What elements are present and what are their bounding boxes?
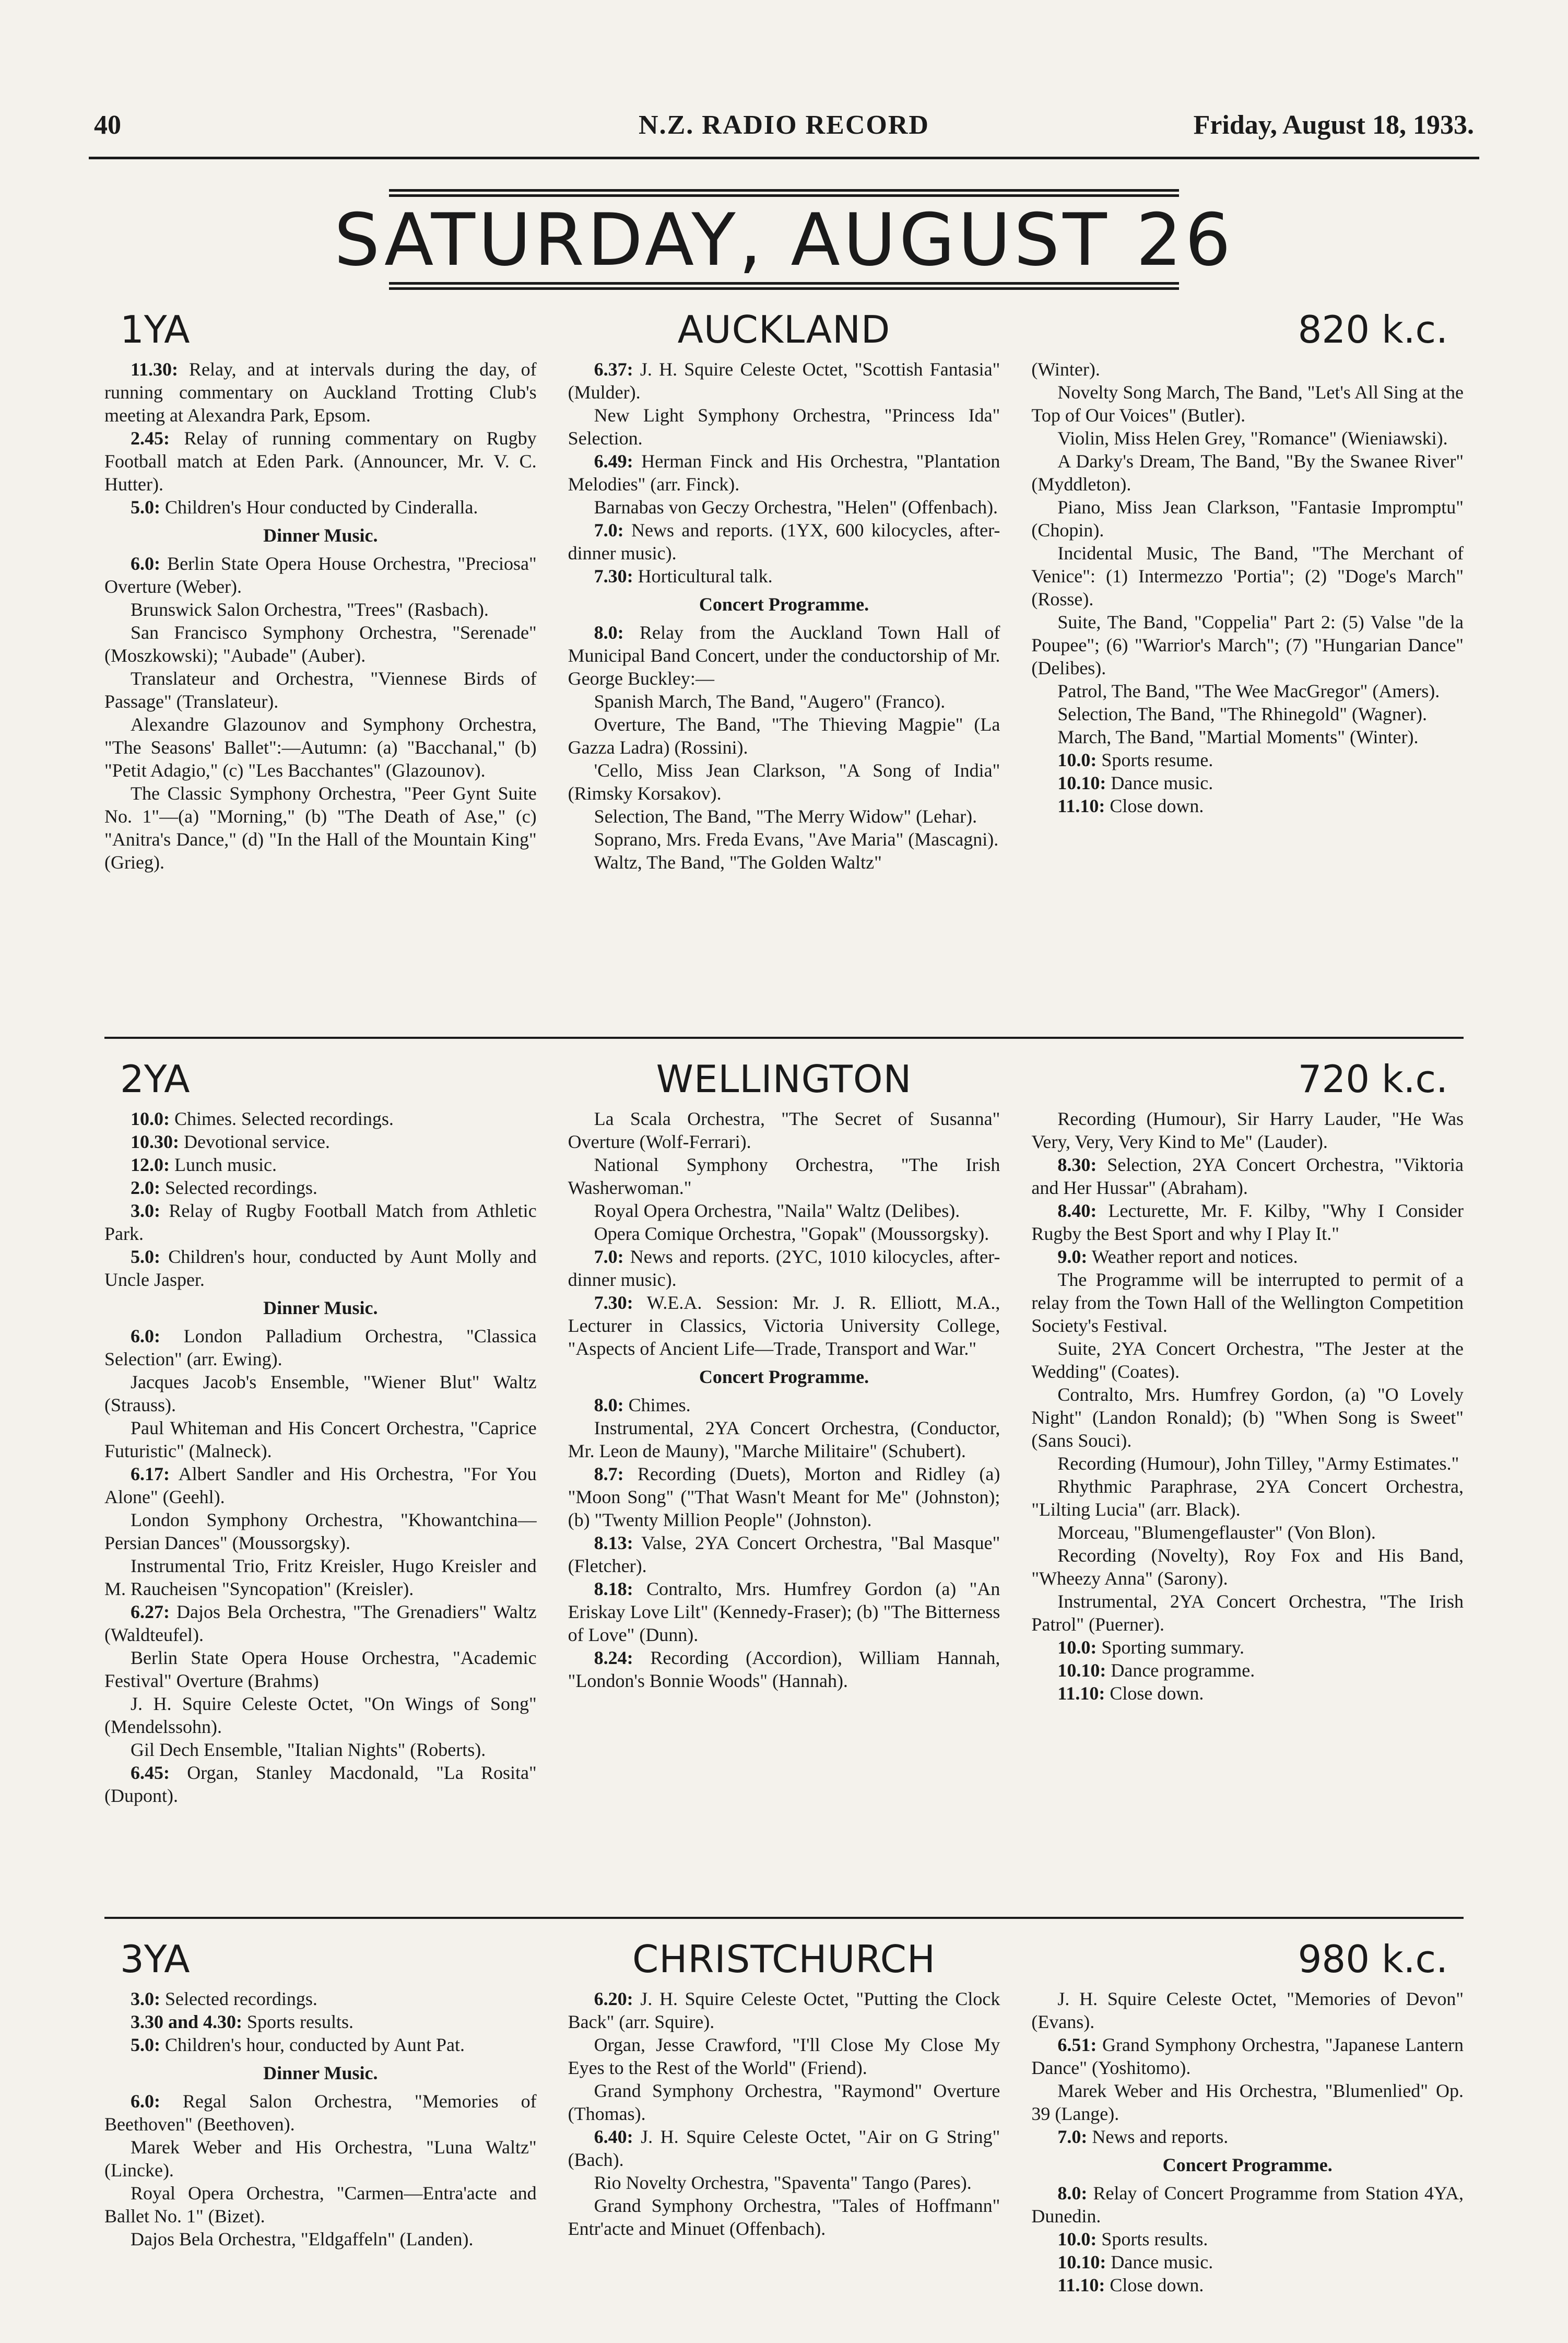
entry-text: Selection, 2YA Concert Orchestra, "Viktoria and Her Hussar" (Abraham). [1031,1154,1464,1198]
station-city: WELLINGTON [656,1057,912,1101]
programme-entry [568,1462,1000,1531]
programme-entry [1031,427,1464,450]
programme-entry [1031,2182,1464,2228]
entry-time: 8.7: [594,1463,624,1484]
entry-text: Suite, The Band, "Coppelia" Part 2: (5) Valse "de la Poupee"; (6) "Warrior's March"; (7) "Hungarian Dance" (Delibes). [1031,612,1464,678]
entry-time: 6.49: [594,451,633,472]
entry-time: 7.0: [594,520,624,541]
entry-text: (Winter). [1031,359,1100,380]
entry-text: Opera Comique Orchestra, "Gopak" (Moussorgsky). [594,1223,989,1244]
programme-entry [104,552,537,598]
programme-entry [104,1646,537,1692]
entry-text: News and reports. [1087,2126,1229,2147]
programme-column [1031,1107,1464,1807]
entry-time: 6.0: [131,553,160,574]
programme-entry [568,1393,1000,1416]
entry-time: 10.30: [131,1131,179,1152]
programme-entry [104,1107,537,1130]
entry-text: Berlin State Opera House Orchestra, "Academic Festival" Overture (Brahms) [104,1647,537,1691]
programme-entry [1031,1659,1464,1682]
entry-text: Dance programme. [1106,1660,1255,1681]
entry-time: 11.10: [1057,1683,1105,1704]
programme-entry [568,2033,1000,2079]
entry-text: Piano, Miss Jean Clarkson, "Fantasie Impromptu" (Chopin). [1031,497,1464,541]
entry-text: Children's hour, conducted by Aunt Pat. [160,2034,465,2055]
entry-text: Chimes. [623,1395,691,1415]
entry-text: Close down. [1105,2275,1204,2295]
programme-entry [568,851,1000,874]
entry-time: 8.0: [594,1395,624,1415]
programme-entry [1031,381,1464,427]
running-head [78,104,1490,146]
entry-time: 5.0: [131,1246,160,1267]
station-heading [104,1050,1464,1107]
entry-text: Instrumental Trio, Fritz Kreisler, Hugo Kreisler and M. Raucheisen "Syncopation" (Kreisler). [104,1555,537,1599]
entry-text: London Palladium Orchestra, "Classica Selection" (arr. Ewing). [104,1326,537,1369]
programme-entry [1031,611,1464,680]
programme-entry [568,713,1000,759]
programme-entry [104,2090,537,2136]
entry-time: 6.27: [131,1601,170,1622]
header-rule [89,157,1479,159]
programme-entry [1031,542,1464,611]
entry-text: Recording (Humour), Sir Harry Lauder, "He Was Very, Very, Very Kind to Me" (Lauder). [1031,1108,1464,1152]
entry-text: Instrumental, 2YA Concert Orchestra, (Conductor, Mr. Leon de Mauny), "Marche Militaire" (Schubert). [568,1417,1000,1461]
programme-entry [1031,1682,1464,1705]
programme-entry [104,1176,537,1199]
entry-time: 3.0: [131,1988,160,2009]
entry-text: Chimes. Selected recordings. [170,1108,394,1129]
entry-text: Berlin State Opera House Orchestra, "Preciosa" Overture (Weber). [104,553,537,597]
programme-entry [104,667,537,713]
title-rule-bottom-2 [389,287,1179,290]
entry-text: Grand Symphony Orchestra, "Japanese Lantern Dance" (Yoshitomo). [1031,2034,1464,2078]
programme-entry [568,2125,1000,2171]
programme-entry [1031,1153,1464,1199]
programme-entry [1031,1268,1464,1337]
programme-entry [104,1325,537,1370]
entry-time: 10.0: [1057,749,1097,770]
programme-column [1031,358,1464,874]
station-call-sign: 1YA [120,308,190,352]
programme-subheading: Concert Programme. [1162,2154,1333,2175]
entry-text: Selected recordings. [160,1177,317,1198]
programme-entry [1031,2033,1464,2079]
entry-text: Dajos Bela Orchestra, "The Grenadiers" Waltz (Waldteufel). [104,1601,537,1645]
station-frequency: 820 k.c. [1298,308,1448,352]
programme-columns [104,358,1464,874]
programme-entry [104,1462,537,1508]
entry-time: 6.37: [594,359,633,380]
programme-column [104,1987,537,2297]
programme-subheading: Dinner Music. [263,2063,378,2083]
entry-time: 3.30 and 4.30: [131,2011,243,2032]
entry-text: Brunswick Salon Orchestra, "Trees" (Rasbach). [131,599,489,620]
entry-text: Recording (Duets), Morton and Ridley (a) "Moon Song" ("That Wasn't Meant for Me" (Johnston); (b) "Twenty Million People" (Johnston). [568,1463,1000,1530]
programme-entry [568,2171,1000,2194]
programme-entry [1031,1987,1464,2033]
entry-text: J. H. Squire Celeste Octet, "Putting the Clock Back" (arr. Squire). [568,1988,1000,2032]
entry-time: 11.30: [131,359,179,380]
programme-entry [1031,1636,1464,1659]
page-title: SATURDAY, AUGUST 26 [334,198,1234,282]
entry-text: Violin, Miss Helen Grey, "Romance" (Wieniawski). [1057,428,1448,449]
entry-time: 12.0: [131,1154,170,1175]
programme-entry [104,1600,537,1646]
entry-text: Overture, The Band, "The Thieving Magpie" (La Gazza Ladra) (Rossini). [568,714,1000,758]
programme-column [104,1107,537,1807]
entry-text: Contralto, Mrs. Humfrey Gordon, (a) "O Lovely Night" (Landon Ronald); (b) "When Song is Sweet" (Sans Souci). [1031,1384,1464,1451]
entry-time: 8.18: [594,1578,633,1599]
station-frequency: 720 k.c. [1298,1057,1448,1101]
entry-text: Grand Symphony Orchestra, "Raymond" Overture (Thomas). [568,2080,1000,2124]
programme-entry [104,598,537,621]
programme-entry [1031,1521,1464,1544]
programme-entry [1031,2079,1464,2125]
entry-time: 6.17: [131,1463,170,1484]
programme-column [1031,1987,1464,2297]
programme-entry [104,713,537,782]
entry-text: Children's Hour conducted by Cinderalla. [160,497,478,518]
station-1ya-section [104,300,1464,874]
entry-text: Soprano, Mrs. Freda Evans, "Ave Maria" (Mascagni). [594,829,999,850]
entry-text: Selected recordings. [160,1988,317,2009]
entry-text: Marek Weber and His Orchestra, "Luna Waltz" (Lincke). [104,2137,537,2181]
entry-text: Translateur and Orchestra, "Viennese Birds of Passage" (Translateur). [104,668,537,712]
entry-text: Royal Opera Orchestra, "Carmen—Entra'acte and Ballet No. 1" (Bizet). [104,2183,537,2227]
entry-text: March, The Band, "Martial Moments" (Winter). [1057,727,1419,747]
programme-entry [104,2228,537,2251]
programme-subheading: Concert Programme. [699,594,869,615]
programme-subheading: Concert Programme. [699,1366,869,1387]
entry-text: La Scala Orchestra, "The Secret of Susanna" Overture (Wolf-Ferrari). [568,1108,1000,1152]
entry-text: Selection, The Band, "The Merry Widow" (Lehar). [594,806,977,827]
programme-entry [104,1199,537,1245]
entry-text: A Darky's Dream, The Band, "By the Swanee River" (Myddleton). [1031,451,1464,495]
entry-time: 6.0: [131,2091,160,2112]
entry-time: 8.0: [1057,2183,1088,2204]
programme-entry [104,2136,537,2182]
programme-entry [568,759,1000,805]
entry-text: Gil Dech Ensemble, "Italian Nights" (Roberts). [131,1739,486,1760]
programme-entry [568,404,1000,450]
programme-entry [568,1291,1000,1360]
programme-entry [568,2194,1000,2240]
entry-time: 10.10: [1057,1660,1106,1681]
programme-entry [568,450,1000,496]
programme-entry [1031,450,1464,496]
programme-entry [1031,2274,1464,2297]
entry-text: Lunch music. [170,1154,277,1175]
entry-text: Relay of Concert Programme from Station 4YA, Dunedin. [1031,2183,1464,2227]
programme-entry [104,1245,537,1291]
programme-entry [1031,1107,1464,1153]
entry-text: News and reports. (2YC, 1010 kilocycles, after-dinner music). [568,1246,1000,1290]
entry-time: 11.10: [1057,2275,1105,2295]
programme-entry [1031,358,1464,381]
entry-text: Suite, 2YA Concert Orchestra, "The Jester at the Wedding" (Coates). [1031,1338,1464,1382]
station-call-sign: 3YA [120,1937,190,1981]
entry-text: Spanish March, The Band, "Augero" (Franco). [594,691,946,712]
programme-entry [1031,1383,1464,1452]
entry-time: 8.30: [1057,1154,1097,1175]
station-city: AUCKLAND [677,308,891,352]
entry-text: Dance music. [1106,772,1213,793]
programme-column [568,358,1000,874]
entry-time: 10.0: [1057,1637,1097,1658]
entry-text: W.E.A. Session: Mr. J. R. Elliott, M.A., Lecturer in Classics, Victoria University College, "Aspects of Ancient Life—Trade, Transport and War." [568,1292,1000,1359]
station-3ya-section [104,1930,1464,2297]
programme-entry [1031,2251,1464,2274]
station-heading [104,300,1464,358]
programme-entry [568,621,1000,690]
programme-entry [568,1199,1000,1222]
entry-text: Morceau, "Blumengeflauster" (Von Blon). [1057,1522,1376,1543]
programme-entry [104,1130,537,1153]
programme-entry [1031,496,1464,542]
entry-time: 8.13: [594,1532,633,1553]
entry-text: Recording (Humour), John Tilley, "Army Estimates." [1057,1453,1459,1474]
entry-text: J. H. Squire Celeste Octet, "Air on G String" (Bach). [568,2126,1000,2170]
programme-entry [104,2010,537,2033]
entry-time: 10.10: [1057,772,1106,793]
programme-entry [104,2033,537,2056]
entry-text: Lecturette, Mr. F. Kilby, "Why I Consider Rugby the Best Sport and why I Play It." [1031,1200,1464,1244]
programme-entry [568,2079,1000,2125]
entry-time: 3.0: [131,1200,160,1221]
page-number: 40 [94,110,121,140]
entry-time: 5.0: [131,497,160,518]
entry-text: Instrumental, 2YA Concert Orchestra, "The Irish Patrol" (Puerner). [1031,1591,1464,1635]
programme-entry [568,1646,1000,1692]
publication-name: N.Z. RADIO RECORD [639,110,929,140]
programme-entry [568,1222,1000,1245]
entry-text: Close down. [1105,1683,1204,1704]
entry-time: 7.0: [594,1246,624,1267]
entry-time: 10.0: [131,1108,170,1129]
entry-time: 8.24: [594,1647,633,1668]
programme-entry [104,427,537,496]
entry-time: 9.0: [1057,1246,1088,1267]
entry-text: Alexandre Glazounov and Symphony Orchestra, "The Seasons' Ballet":—Autumn: (a) "Bacchanal," (b) "Petit Adagio," (c) "Les Bacchantes" (Glazounov). [104,714,537,781]
entry-text: News and reports. (1YX, 600 kilocycles, after-dinner music). [568,520,1000,564]
entry-text: New Light Symphony Orchestra, "Princess Ida" Selection. [568,405,1000,449]
programme-entry [104,621,537,667]
station-city: CHRISTCHURCH [632,1937,936,1981]
programme-entry [1031,794,1464,817]
entry-text: Rhythmic Paraphrase, 2YA Concert Orchestra, "Lilting Lucia" (arr. Black). [1031,1476,1464,1520]
programme-entry [1031,725,1464,748]
section-rule [104,1037,1464,1039]
entry-text: San Francisco Symphony Orchestra, "Serenade" (Moszkowski); "Aubade" (Auber). [104,622,537,666]
entry-text: J. H. Squire Celeste Octet, "Scottish Fantasia" (Mulder). [568,359,1000,403]
programme-entry [568,1987,1000,2033]
programme-entry [1031,2125,1464,2148]
title-rule-top [389,189,1179,192]
entry-text: Jacques Jacob's Ensemble, "Wiener Blut" Waltz (Strauss). [104,1372,537,1415]
entry-time: 7.30: [594,566,633,587]
entry-time: 2.0: [131,1177,160,1198]
entry-time: 5.0: [131,2034,160,2055]
programme-entry [104,782,537,874]
entry-text: London Symphony Orchestra, "Khowantchina—Persian Dances" (Moussorgsky). [104,1509,537,1553]
programme-entry [1031,1199,1464,1245]
programme-entry [104,358,537,427]
entry-text: Relay of Rugby Football Match from Athletic Park. [104,1200,537,1244]
entry-time: 6.51: [1057,2034,1097,2055]
entry-text: Royal Opera Orchestra, "Naila" Waltz (Delibes). [594,1200,960,1221]
programme-entry [568,690,1000,713]
programme-subheading: Dinner Music. [263,1297,378,1318]
entry-text: Rio Novelty Orchestra, "Spaventa" Tango (Pares). [594,2172,972,2193]
entry-text: Relay of running commentary on Rugby Football match at Eden Park. (Announcer, Mr. V. C. Hutter). [104,428,537,495]
entry-time: 8.40: [1057,1200,1097,1221]
entry-text: Barnabas von Geczy Orchestra, "Helen" (Offenbach). [594,497,998,518]
programme-entry [104,1153,537,1176]
programme-entry [1031,1475,1464,1521]
entry-text: Children's hour, conducted by Aunt Molly and Uncle Jasper. [104,1246,537,1290]
title-rule-bottom [389,282,1179,285]
entry-text: Sports results. [1097,2229,1208,2250]
station-heading [104,1930,1464,1987]
programme-entry [104,1987,537,2010]
entry-text: Relay from the Auckland Town Hall of Municipal Band Concert, under the conductorship of Mr. George Buckley:— [568,622,1000,689]
programme-entry [1031,702,1464,725]
entry-text: Contralto, Mrs. Humfrey Gordon (a) "An Eriskay Love Lilt" (Kennedy-Fraser); (b) "The Bitterness of Love" (Dunn). [568,1578,1000,1645]
programme-entry [1031,771,1464,794]
entry-time: 6.0: [131,1326,160,1346]
programme-entry [568,805,1000,828]
entry-text: J. H. Squire Celeste Octet, "On Wings of Song" (Mendelssohn). [104,1693,537,1737]
programme-entry [104,1554,537,1600]
entry-time: 6.40: [594,2126,633,2147]
entry-time: 2.45: [131,428,170,449]
programme-entry [104,1738,537,1761]
programme-entry [568,1577,1000,1646]
entry-text: Selection, The Band, "The Rhinegold" (Wagner). [1057,704,1427,724]
programme-entry [1031,1337,1464,1383]
entry-text: Dajos Bela Orchestra, "Eldgaffeln" (Landen). [131,2229,474,2250]
programme-column [104,358,537,874]
entry-time: 8.0: [594,622,624,643]
entry-text: Novelty Song March, The Band, "Let's All Sing at the Top of Our Voices" (Butler). [1031,382,1464,426]
programme-columns [104,1987,1464,2297]
programme-entry [568,1245,1000,1291]
programme-entry [568,1107,1000,1153]
issue-date: Friday, August 18, 1933. [1193,110,1474,140]
programme-entry [104,1370,537,1416]
programme-entry [568,496,1000,519]
entry-text: Regal Salon Orchestra, "Memories of Beethoven" (Beethoven). [104,2091,537,2135]
programme-columns [104,1107,1464,1807]
entry-time: 11.10: [1057,795,1105,816]
programme-entry [104,1761,537,1807]
entry-text: Herman Finck and His Orchestra, "Plantation Melodies" (arr. Finck). [568,451,1000,495]
programme-entry [1031,1544,1464,1590]
entry-text: Recording (Novelty), Roy Fox and His Band, "Wheezy Anna" (Sarony). [1031,1545,1464,1589]
entry-text: Marek Weber and His Orchestra, "Blumenlied" Op. 39 (Lange). [1031,2080,1464,2124]
programme-entry [1031,1452,1464,1475]
programme-entry [1031,680,1464,702]
entry-time: 7.0: [1057,2126,1088,2147]
entry-time: 6.45: [131,1762,170,1783]
station-2ya-section [104,1050,1464,1807]
programme-entry [104,496,537,519]
entry-text: Relay, and at intervals during the day, of running commentary on Auckland Trotting Club's meeting at Alexandra Park, Epsom. [104,359,537,426]
entry-text: The Classic Symphony Orchestra, "Peer Gynt Suite No. 1"—(a) "Morning," (b) "The Death of Ase," (c) "Anitra's Dance," (d) "In the Hall of the Mountain King" (Grieg). [104,783,537,873]
entry-time: 10.0: [1057,2229,1097,2250]
entry-text: Albert Sandler and His Orchestra, "For You Alone" (Geehl). [104,1463,537,1507]
entry-text: Paul Whiteman and His Concert Orchestra, "Caprice Futuristic" (Malneck). [104,1417,537,1461]
entry-text: Patrol, The Band, "The Wee MacGregor" (Amers). [1057,681,1440,701]
entry-text: 'Cello, Miss Jean Clarkson, "A Song of India" (Rimsky Korsakov). [568,760,1000,804]
programme-entry [568,519,1000,565]
entry-text: Incidental Music, The Band, "The Merchant of Venice": (1) Intermezzo 'Portia"; (2) "Doge's March" (Rosse). [1031,543,1464,610]
entry-time: 6.20: [594,1988,633,2009]
programme-entry [568,828,1000,851]
programme-entry [1031,1245,1464,1268]
programme-column [568,1107,1000,1807]
programme-entry [568,1416,1000,1462]
entry-text: Organ, Jesse Crawford, "I'll Close My Close My Eyes to the Rest of the World" (Friend). [568,2034,1000,2078]
programme-entry [1031,1590,1464,1636]
entry-text: The Programme will be interrupted to permit of a relay from the Town Hall of the Wellington Competition Society's Festival. [1031,1269,1464,1336]
programme-entry [1031,2228,1464,2251]
programme-entry [104,1416,537,1462]
programme-entry [568,1153,1000,1199]
entry-text: Waltz, The Band, "The Golden Waltz" [594,852,882,873]
programme-entry [1031,748,1464,771]
entry-text: Weather report and notices. [1087,1246,1298,1267]
programme-entry [568,1531,1000,1577]
station-frequency: 980 k.c. [1298,1937,1448,1981]
entry-text: Sports resume. [1097,749,1213,770]
programme-entry [104,1692,537,1738]
entry-text: Sports results. [242,2011,354,2032]
entry-time: 7.30: [594,1292,633,1313]
entry-text: Sporting summary. [1097,1637,1244,1658]
programme-subheading: Dinner Music. [263,525,378,546]
programme-entry [568,358,1000,404]
programme-entry [104,1508,537,1554]
entry-text: Recording (Accordion), William Hannah, "London's Bonnie Woods" (Hannah). [568,1647,1000,1691]
station-call-sign: 2YA [120,1057,190,1101]
entry-text: Valse, 2YA Concert Orchestra, "Bal Masque" (Fletcher). [568,1532,1000,1576]
entry-text: J. H. Squire Celeste Octet, "Memories of Devon" (Evans). [1031,1988,1464,2032]
title-rule-top-2 [389,194,1179,197]
programme-column [568,1987,1000,2297]
entry-time: 10.10: [1057,2252,1106,2272]
entry-text: Dance music. [1106,2252,1213,2272]
entry-text: Grand Symphony Orchestra, "Tales of Hoffmann" Entr'acte and Minuet (Offenbach). [568,2195,1000,2239]
entry-text: National Symphony Orchestra, "The Irish Washerwoman." [568,1154,1000,1198]
section-rule [104,1917,1464,1919]
programme-entry [568,565,1000,588]
entry-text: Devotional service. [179,1131,330,1152]
programme-entry [104,2182,537,2228]
entry-text: Horticultural talk. [633,566,773,587]
entry-text: Organ, Stanley Macdonald, "La Rosita" (Dupont). [104,1762,537,1806]
entry-text: Close down. [1105,795,1204,816]
